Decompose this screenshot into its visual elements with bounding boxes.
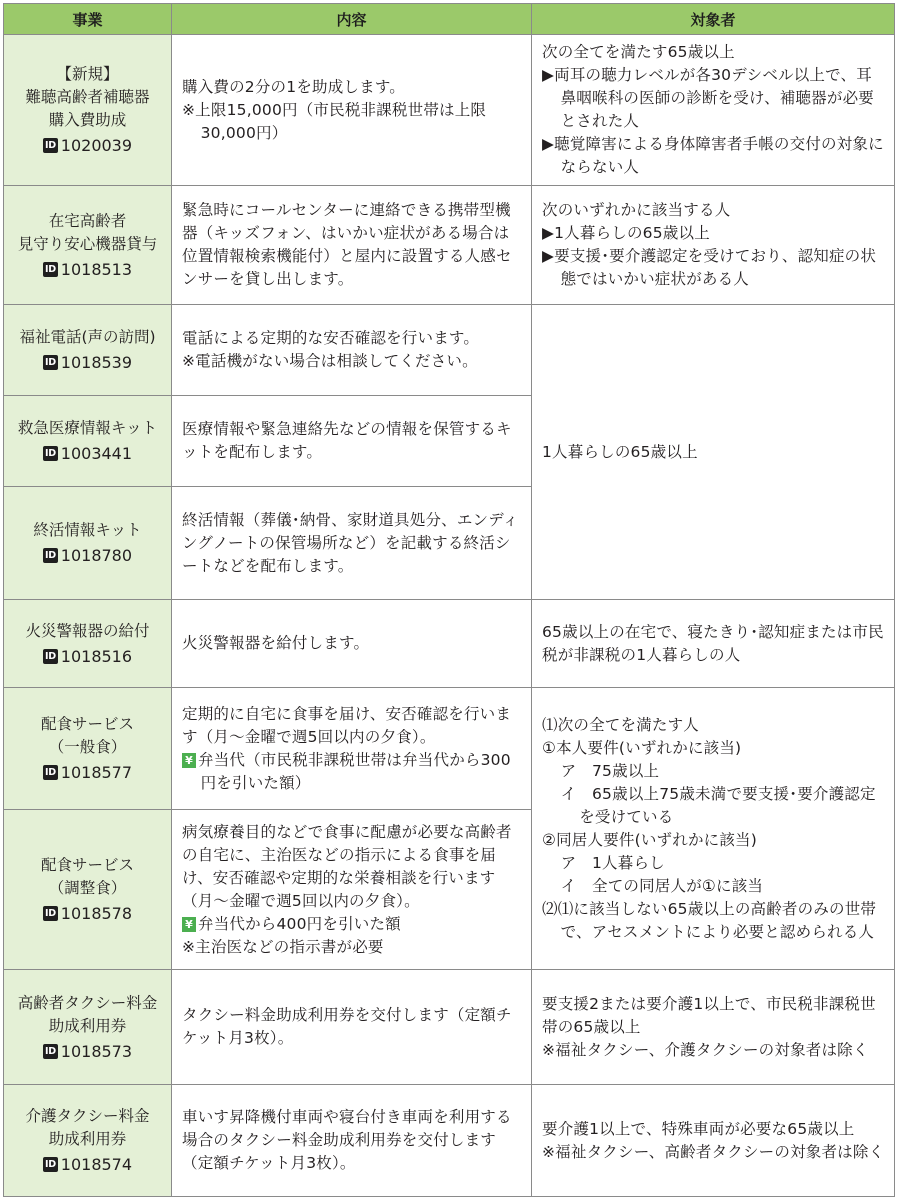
service-name: （調整食）	[48, 879, 127, 897]
table-row	[4, 688, 895, 810]
service-name: 難聴高齢者補聴器	[25, 88, 150, 106]
table-row	[4, 1085, 895, 1197]
target-text: ⑴次の全てを満たす人	[542, 715, 700, 734]
service-id	[43, 134, 132, 157]
service-name: 購入費助成	[48, 111, 127, 129]
service-name-cell	[4, 487, 172, 600]
target-bullet: ▶両耳の聴力レベルが各30デシベル以上で、耳鼻咽喉科の医師の診断を受け、補聴器が必要とされた人	[542, 66, 874, 130]
service-id	[43, 258, 132, 281]
id-badge-icon: ID	[44, 263, 56, 275]
id-badge-icon: ID	[44, 140, 56, 151]
target-note: ※福祉タクシー、介護タクシーの対象者は除く	[542, 1040, 869, 1059]
content-text: タクシー料金助成利用券を交付します（定額チケット月3枚）。	[182, 1006, 512, 1047]
target-cell	[532, 970, 895, 1085]
service-id	[43, 761, 132, 784]
service-name-cell	[4, 970, 172, 1085]
table-row	[4, 305, 895, 396]
service-name: 【新規】	[56, 65, 119, 83]
target-cell	[532, 1085, 895, 1197]
table-row	[4, 35, 895, 186]
content-cell	[172, 487, 532, 600]
content-text: 医療情報や緊急連絡先などの情報を保管するキットを配布します。	[182, 420, 512, 461]
service-name-cell	[4, 35, 172, 186]
content-text: 購入費の2分の1を助成します。	[182, 77, 405, 96]
content-note: ※上限15,000円（市民税非課税世帯は上限30,000円）	[182, 100, 487, 142]
service-id	[43, 645, 132, 668]
id-badge-icon: ID	[44, 357, 56, 368]
target-cell	[532, 186, 895, 305]
content-cell	[172, 305, 532, 396]
target-bullet: ▶1人暮らしの65歳以上	[542, 224, 710, 242]
id-number: 1018780	[60, 546, 133, 565]
service-name: 見守り安心機器貸与	[17, 234, 158, 253]
service-id	[43, 1153, 132, 1176]
services-table	[3, 3, 895, 1197]
content-cell	[172, 396, 532, 487]
id-number: 1018578	[60, 904, 133, 923]
target-text: イ 全ての同居人が①に該当	[560, 876, 764, 895]
id-number: 1018539	[60, 353, 133, 372]
content-cell	[172, 688, 532, 810]
service-name: 火災警報器の給付	[25, 621, 150, 640]
service-name-cell	[4, 1085, 172, 1197]
target-cell-shared	[532, 688, 895, 970]
id-badge-icon: ID	[44, 767, 56, 778]
content-cell	[172, 600, 532, 688]
service-name-cell	[4, 810, 172, 970]
id-badge-icon: ID	[44, 448, 56, 459]
id-number: 1018516	[60, 646, 133, 666]
yen-icon: ¥	[182, 917, 196, 932]
service-name: 配食サービス	[40, 856, 134, 874]
content-note: ※主治医などの指示書が必要	[182, 937, 384, 956]
service-id	[43, 544, 132, 567]
content-text: 車いす昇降機付車両や寝台付き車両を利用する場合のタクシー料金助成利用券を交付します（定額チケット月3枚）。	[182, 1108, 512, 1172]
service-name: 終活情報キット	[33, 521, 142, 539]
service-name-cell	[4, 305, 172, 396]
content-cell	[172, 1085, 532, 1197]
target-cell	[532, 35, 895, 186]
id-badge-icon: ID	[44, 1159, 56, 1170]
id-number: 1018573	[60, 1041, 133, 1061]
target-bullet: ▶要支援･要介護認定を受けており、認知症の状態ではいかい症状がある人	[542, 247, 877, 288]
header-row	[4, 4, 895, 35]
target-text: 次の全てを満たす65歳以上	[542, 43, 735, 61]
service-name: 在宅高齢者	[48, 211, 127, 230]
content-cell	[172, 810, 532, 970]
id-number: 1018513	[60, 259, 133, 279]
target-text: ⑵⑴に該当しない65歳以上の高齢者のみの世帯で、アセスメントにより必要と認められる人	[542, 899, 877, 941]
target-text: ア 1人暮らし	[560, 853, 665, 872]
table-row	[4, 600, 895, 688]
target-cell-shared	[532, 305, 895, 600]
service-name: 介護タクシー料金	[25, 1107, 150, 1125]
content-text: 電話による定期的な安否確認を行います。	[182, 329, 480, 347]
target-text: 1人暮らしの65歳以上	[542, 442, 698, 461]
target-text: ②同居人要件(いずれかに該当)	[542, 830, 757, 849]
service-name: 高齢者タクシー料金	[17, 993, 158, 1012]
service-id	[43, 902, 132, 925]
target-text: 要支援2または要介護1以上で、市民税非課税世帯の65歳以上	[542, 994, 876, 1036]
service-name-cell	[4, 688, 172, 810]
id-badge-icon: ID	[44, 1045, 56, 1057]
table-row	[4, 186, 895, 305]
service-id	[43, 351, 132, 374]
target-note: ※福祉タクシー、高齢者タクシーの対象者は除く	[542, 1142, 885, 1161]
content-text: 緊急時にコールセンターに連絡できる携帯型機器（キッズフォン、はいかい症状がある場合は位置情報検索機能付）と屋内に設置する人感センサーを貸し出します。	[182, 201, 512, 288]
id-badge-icon: ID	[44, 908, 56, 919]
service-name: 救急医療情報キット	[17, 419, 158, 437]
price-text: 弁当代（市民税非課税世帯は弁当代から300円を引いた額）	[198, 750, 511, 792]
service-id	[43, 442, 132, 465]
service-name: （一般食）	[48, 738, 127, 756]
content-text: 定期的に自宅に食事を届け、安否確認を行います（月～金曜で週5回以内の夕食）。	[182, 704, 512, 746]
service-name-cell	[4, 600, 172, 688]
id-badge-icon: ID	[44, 650, 56, 662]
target-bullet: ▶聴覚障害による身体障害者手帳の交付の対象にならない人	[542, 135, 884, 176]
content-cell	[172, 35, 532, 186]
content-cell	[172, 186, 532, 305]
target-text: 要介護1以上で、特殊車両が必要な65歳以上	[542, 1119, 855, 1138]
service-name-cell	[4, 396, 172, 487]
target-text: ア 75歳以上	[560, 761, 660, 780]
header-service: 事業	[4, 4, 172, 35]
content-cell	[172, 970, 532, 1085]
id-number: 1003441	[60, 444, 133, 463]
header-content: 内容	[172, 4, 532, 35]
price-text: 弁当代から400円を引いた額	[198, 914, 401, 933]
content-price	[182, 913, 523, 936]
service-name: 配食サービス	[40, 715, 134, 733]
header-target: 対象者	[532, 4, 895, 35]
content-text: 火災警報器を給付します。	[182, 634, 370, 652]
id-number: 1018574	[60, 1155, 133, 1174]
target-text: イ 65歳以上75歳未満で要支援･要介護認定を受けている	[560, 784, 876, 826]
target-text: 次のいずれかに該当する人	[542, 201, 731, 219]
target-cell	[532, 600, 895, 688]
service-name: 福祉電話(声の訪問)	[19, 328, 156, 346]
content-text: 終活情報（葬儀･納骨、家財道具処分、エンディングノートの保管場所など）を記載する終活シートなどを配布します。	[182, 510, 519, 575]
target-text: ①本人要件(いずれかに該当)	[542, 738, 742, 757]
service-name: 助成利用券	[48, 1130, 127, 1148]
yen-icon: ¥	[182, 753, 196, 768]
service-name: 助成利用券	[48, 1016, 127, 1035]
id-number: 1020039	[60, 136, 133, 155]
service-id	[43, 1040, 132, 1063]
service-name-cell	[4, 186, 172, 305]
content-note: ※電話機がない場合は相談してください。	[182, 352, 478, 370]
table-row	[4, 970, 895, 1085]
content-price	[182, 749, 523, 795]
id-badge-icon: ID	[44, 550, 56, 561]
content-text: 病気療養目的などで食事に配慮が必要な高齢者の自宅に、主治医などの指示による食事を届け、安否確認や定期的な栄養相談を行います（月～金曜で週5回以内の夕食）。	[182, 822, 512, 910]
target-text: 65歳以上の在宅で、寝たきり･認知症または市民税が非課税の1人暮らしの人	[542, 622, 884, 664]
id-number: 1018577	[60, 763, 133, 782]
